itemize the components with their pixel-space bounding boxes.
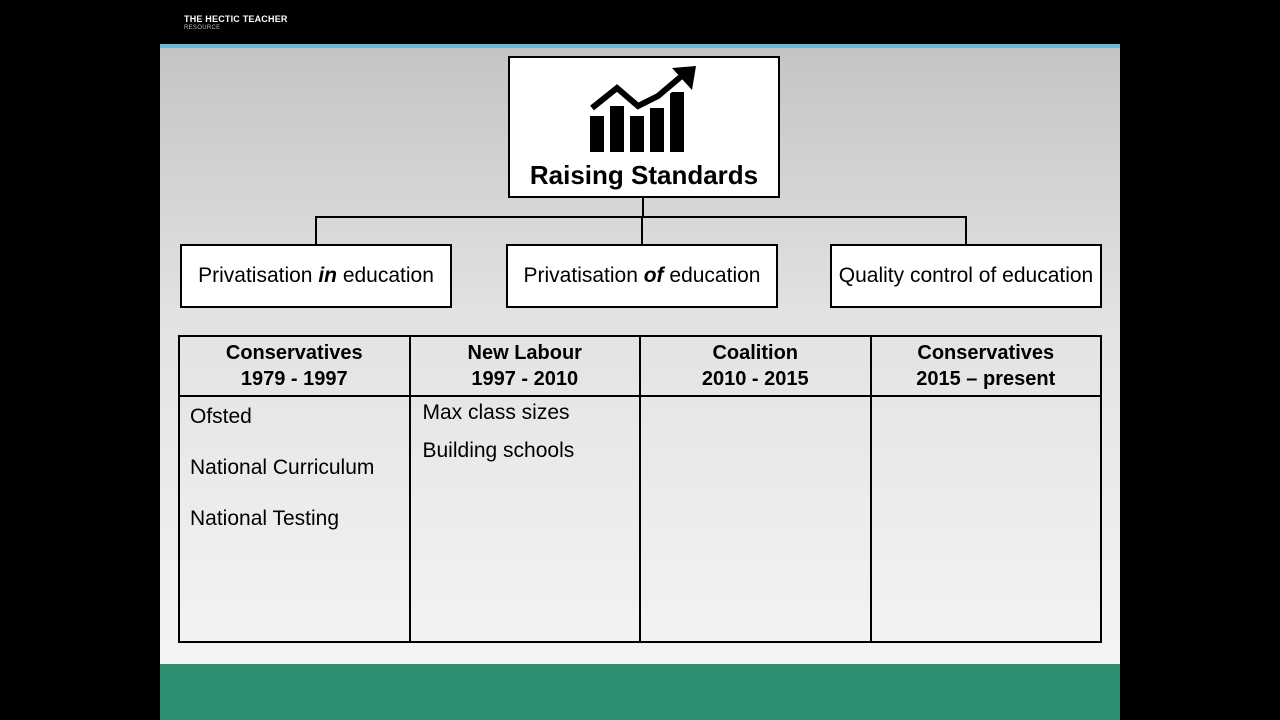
- list-item: National Curriculum: [190, 456, 375, 479]
- header-coalition: Coalition 2010 - 2015: [640, 336, 871, 396]
- brand-name: THE HECTIC TEACHER: [184, 14, 288, 24]
- branch-privatisation-of: [506, 244, 778, 308]
- root-title: Raising Standards: [529, 160, 759, 190]
- header-conservatives-2015: Conservatives 2015 – present: [871, 336, 1102, 396]
- footer-band: [160, 664, 1120, 720]
- slide: [160, 44, 1120, 720]
- brand-logo: [184, 14, 288, 31]
- cell-new-labour: [410, 396, 641, 642]
- list-item: Ofsted: [190, 405, 252, 428]
- connector-middle: [641, 216, 643, 244]
- branch-label: Quality control of education: [838, 264, 1094, 287]
- government-table: [178, 335, 1102, 643]
- branch-quality-control: [830, 244, 1102, 308]
- connector-root-down: [642, 198, 644, 218]
- table-row: [179, 396, 1101, 642]
- branch-label: Privatisation in education: [198, 264, 434, 287]
- branch-privatisation-in: [180, 244, 452, 308]
- table-header-row: [179, 336, 1101, 396]
- cell-conservatives-2015: [871, 396, 1102, 642]
- rising-bar-chart-icon: [588, 64, 700, 154]
- list-item: Building schools: [422, 439, 575, 462]
- connector-left: [315, 216, 317, 244]
- list-item: Max class sizes: [422, 401, 570, 424]
- brand-subtitle: RESOURCE: [184, 25, 221, 31]
- slide-top-accent: [160, 44, 1120, 48]
- cell-conservatives-1979: [179, 396, 410, 642]
- root-node: [508, 56, 780, 198]
- branch-label: Privatisation of education: [523, 264, 761, 287]
- list-item: National Testing: [190, 507, 340, 530]
- header-new-labour: New Labour 1997 - 2010: [410, 336, 641, 396]
- header-conservatives-1979: Conservatives 1979 - 1997: [179, 336, 410, 396]
- connector-right: [965, 216, 967, 244]
- cell-coalition: [640, 396, 871, 642]
